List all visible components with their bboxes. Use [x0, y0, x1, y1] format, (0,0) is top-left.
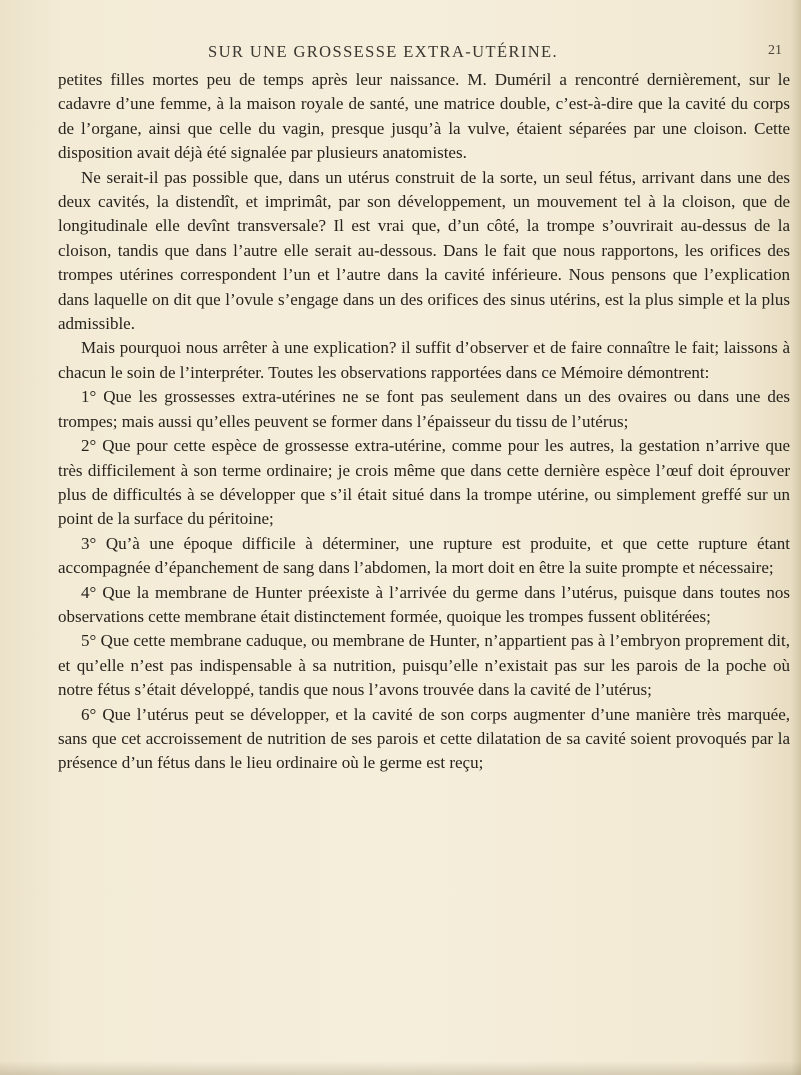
- conclusion-item-3: 3° Qu’à une époque difficile à déterminer, une rupture est produite, et que cette rupture étant accompagnée d’épanchement de sang dans l’abdomen, la mort doit en être la suite prompte et nécessaire;: [58, 533, 790, 578]
- body-text: [58, 68, 790, 776]
- paragraph: Mais pourquoi nous arrêter à une explication? il suffit d’observer et de faire connaître le fait; laissons à chacun le soin de l’interpréter. Toutes les observations rapportées dans ce Mémoire démontrent:: [58, 338, 790, 382]
- paragraph: Ne serait-il pas possible que, dans un utérus construit de la sorte, un seul fétus, arrivant dans une des deux cavités, la distendît, et imprimât, par son développement, un mouvement tel à la cloison, que de longitudinale elle devînt transversale? Il est vrai que, d’un côté, la trompe s’ouvrirait au-dessus de la cloison, tandis que dans l’autre elle serait au-dessous. Dans le fait que nous rapportons, les orifices des trompes utérines correspondent l’un et l’autre dans la cavité inférieure. Nous pensons que l’explication dans laquelle on dit que l’ovule s’engage dans un des orifices des sinus utérins, est la plus simple et la plus admissible.: [58, 167, 790, 334]
- paragraph-continuation: petites filles mortes peu de temps après leur naissance. M. Duméril a rencontré dernièrement, sur le cadavre d’une femme, à la maison royale de santé, une matrice double, c’est-à-dire que la cavité du corps de l’organe, ainsi que celle du vagin, presque jusqu’à la vulve, étaient séparées par une cloison. Cette disposition avait déjà été signalée par plusieurs anatomistes.: [58, 70, 790, 163]
- conclusion-item-4: 4° Que la membrane de Hunter préexiste à l’arrivée du germe dans l’utérus, puisque dans toutes nos observations cette membrane était distinctement formée, quoique les trompes fussent oblitérées;: [58, 582, 790, 626]
- page-number: 21: [768, 43, 782, 58]
- page-header: [58, 42, 790, 66]
- conclusion-item-5: 5° Que cette membrane caduque, ou membrane de Hunter, n’appartient pas à l’embryon proprement dit, et qu’elle n’est pas indispensable à sa nutrition, puisqu’elle n’existait pas sur les parois de la poche où notre fétus s’était développé, tandis que nous l’avons trouvée dans la cavité de l’utérus;: [58, 631, 790, 700]
- running-title: SUR UNE GROSSESSE EXTRA-UTÉRINE.: [208, 42, 559, 61]
- conclusion-item-6: 6° Que l’utérus peut se développer, et la cavité de son corps augmenter d’une manière très marquée, sans que cet accroissement de nutrition de ses parois et cette dilatation de sa cavité soient provoqués par la présence d’un fétus dans le lieu ordinaire où le germe est reçu;: [58, 704, 790, 773]
- conclusion-item-1: 1° Que les grossesses extra-utérines ne se font pas seulement dans un des ovaires ou dans une des trompes; mais aussi qu’elles peuvent se former dans l’épaisseur du tissu de l’utérus;: [58, 387, 790, 431]
- page-edge-shadow-bottom: [0, 1061, 801, 1075]
- conclusion-item-2: 2° Que pour cette espèce de grossesse extra-utérine, comme pour les autres, la gestation n’arrive que très difficilement à son terme ordinaire; je crois même que dans cette dernière espèce l’œuf doit éprouver plus de difficultés à se développer que s’il était situé dans la trompe utérine, ou simplement greffé sur un point de la surface du péritoine;: [58, 436, 790, 529]
- page-edge-shadow-right: [791, 0, 801, 1075]
